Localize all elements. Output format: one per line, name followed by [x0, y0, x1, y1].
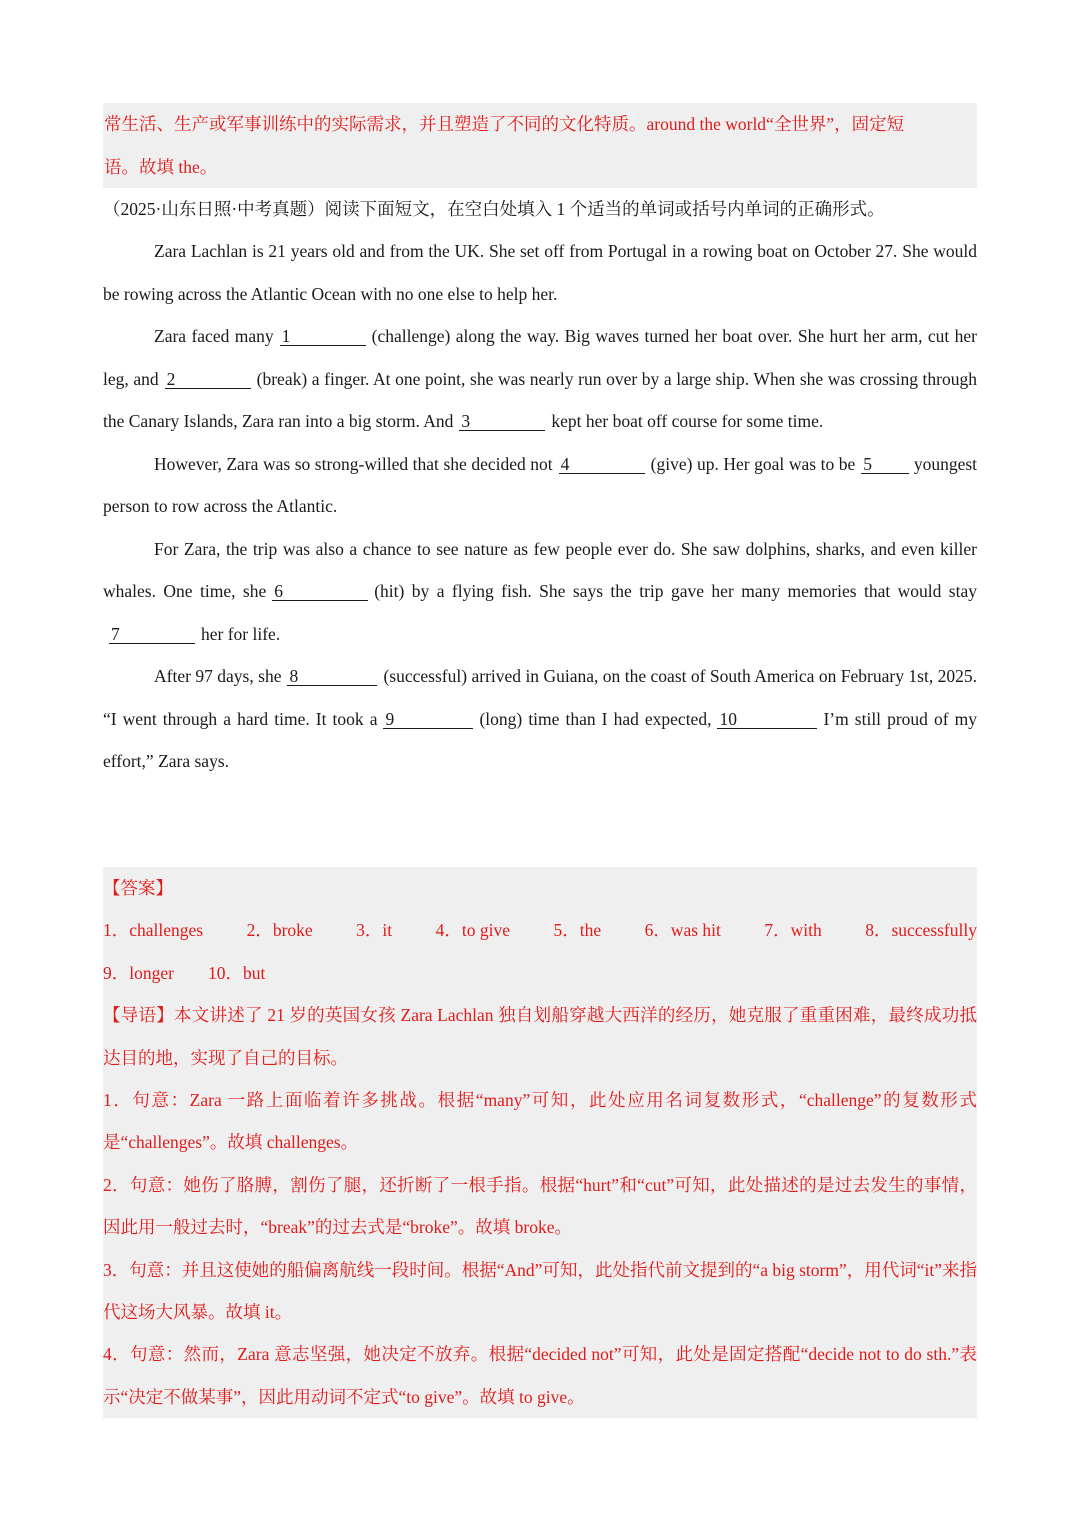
answer-item: 6．was hit: [644, 920, 721, 941]
answer-item: 9．longer: [103, 962, 174, 983]
blank-10: 10: [717, 711, 817, 729]
answer-item: 1．challenges: [103, 920, 204, 941]
previous-answer-line-1: 常生活、生产或军事训练中的实际需求，并且塑造了不同的文化特质。around the world“全世界”，固定短: [104, 114, 905, 134]
blank-9: 9: [383, 711, 473, 729]
passage-paragraph-5: After 97 days, she 8 (successful) arrived in Guiana, on the coast of South America on February 1st, 2025. “I went through a hard time. It took a 9 (long) time than I had expected, 10 I’m still proud of my effort,” Zara says.: [103, 666, 978, 771]
answer-intro: 【导语】本文讲述了 21 岁的英国女孩 Zara Lachlan 独自划船穿越大西洋的经历，她克服了重重困难，最终成功抵达目的地，实现了自己的目标。: [103, 1005, 977, 1068]
explanation-3: 3．句意：并且这使她的船偏离航线一段时间。根据“And”可知，此处指代前文提到的“a big storm”，用代词“it”来指代这场大风暴。故填 it。: [103, 1259, 977, 1323]
blank-4: 4: [559, 456, 645, 474]
explanation-4: 4．句意：然而，Zara 意志坚强，她决定不放弃。根据“decided not”可知，此处是固定搭配“decide not to do sth.”表示“决定不做某事”，因此用动词不定式“to give”。故填 to give。: [103, 1344, 977, 1407]
blank-8: 8: [287, 668, 377, 686]
answer-item: 8．successfully: [865, 920, 977, 941]
blank-2: 2: [165, 371, 251, 389]
answer-item: 10．but: [207, 962, 266, 983]
page-content: [103, 103, 977, 783]
answer-list-row-2: [103, 952, 977, 994]
blank-7: 7: [109, 626, 195, 644]
explanation-2: 2．句意：她伤了胳膊，割伤了腿，还折断了一根手指。根据“hurt”和“cut”可知，此处描述的是过去发生的事情，因此用一般过去时，“break”的过去式是“broke”。故填 broke。: [103, 1174, 977, 1238]
passage-paragraph-4: For Zara, the trip was also a chance to see nature as few people ever do. She saw dolphins, sharks, and even killer whales. One time, she 6 (hit) by a flying fish. She says the trip gave her many memories that would stay7 her for life.: [103, 538, 977, 644]
answer-item: 2．broke: [246, 920, 313, 941]
explanation-1: 1．句意：Zara 一路上面临着许多挑战。根据“many”可知，此处应用名词复数形式，“challenge”的复数形式是“challenges”。故填 challenges。: [103, 1090, 977, 1153]
answer-item: 4．to give: [435, 920, 510, 941]
answer-item: 3．it: [356, 920, 393, 941]
answer-item: 7．with: [764, 920, 822, 941]
passage: [103, 230, 977, 783]
answer-heading: 【答案】: [103, 878, 173, 898]
passage-paragraph-2: Zara faced many 1 (challenge) along the way. Big waves turned her boat over. She hurt her arm, cut her leg, and 2 (break) a finger. At one point, she was nearly run over by a large ship. When she was crossing through the Canary Islands, Zara ran into a big storm. And 3 kept her boat off course for some time.: [103, 326, 977, 431]
blank-6: 6: [272, 583, 368, 601]
passage-paragraph-3: However, Zara was so strong-willed that she decided not 4 (give) up. Her goal was to be 5 youngest person to row across the Atlantic.: [103, 453, 978, 516]
blank-5: 5: [861, 456, 909, 474]
previous-answer-block: [103, 103, 977, 188]
blank-1: 1: [280, 328, 366, 346]
question-source: （2025·山东日照·中考真题）阅读下面短文，在空白处填入 1 个适当的单词或括号内单词的正确形式。: [103, 199, 885, 219]
passage-paragraph-1: Zara Lachlan is 21 years old and from the UK. She set off from Portugal in a rowing boat on October 27. She would be rowing across the Atlantic Ocean with no one else to help her.: [103, 241, 977, 304]
blank-3: 3: [459, 413, 545, 431]
answer-section: [103, 867, 977, 1418]
answer-item: 5．the: [553, 920, 602, 941]
answer-list-row-1: [103, 909, 977, 951]
previous-answer-line-2: 语。故填 the。: [104, 156, 218, 177]
